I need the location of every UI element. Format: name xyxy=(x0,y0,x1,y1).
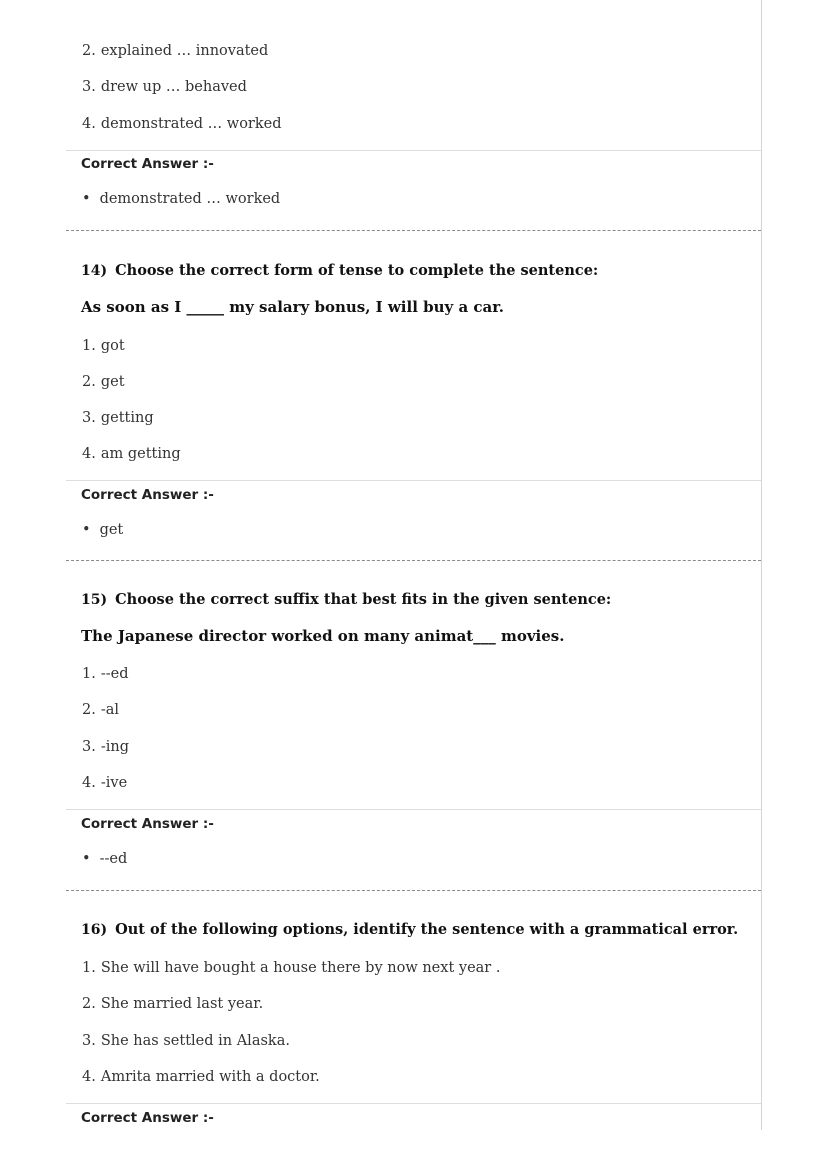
option-number: 2. xyxy=(82,996,96,1012)
q16-option-1 xyxy=(82,958,500,978)
option-text: am getting xyxy=(100,446,181,462)
correct-answer-label: Correct Answer :- xyxy=(81,816,214,832)
option-text: -ive xyxy=(100,775,128,791)
q15-option-3 xyxy=(82,737,129,757)
option-text: got xyxy=(100,338,125,354)
question-number: 15) xyxy=(81,592,108,608)
q13-option-4 xyxy=(82,114,282,134)
option-number: 2. xyxy=(82,43,96,59)
question-sentence: As soon as I _____ my salary bonus, I will buy a car. xyxy=(81,298,505,316)
option-text: drew up … behaved xyxy=(100,79,247,95)
question-number: 14) xyxy=(81,263,108,279)
q13-option-3 xyxy=(82,77,247,97)
correct-answer-text: demonstrated … worked xyxy=(99,191,281,207)
q14-option-4 xyxy=(82,444,181,464)
divider xyxy=(66,480,761,481)
q16-option-3 xyxy=(82,1031,290,1051)
option-number: 1. xyxy=(82,960,96,976)
divider xyxy=(66,1103,761,1104)
option-number: 2. xyxy=(82,374,96,390)
option-text: She has settled in Alaska. xyxy=(100,1033,290,1049)
option-text: getting xyxy=(100,410,154,426)
correct-answer-label: Correct Answer :- xyxy=(81,487,214,503)
bullet-icon: • xyxy=(82,191,91,207)
option-number: 3. xyxy=(82,739,96,755)
bullet-icon: • xyxy=(82,522,91,538)
option-text: -ing xyxy=(100,739,130,755)
divider xyxy=(66,809,761,810)
q15-option-1 xyxy=(82,664,129,684)
q15-option-4 xyxy=(82,773,127,793)
option-number: 1. xyxy=(82,666,96,682)
option-number: 3. xyxy=(82,79,96,95)
correct-answer xyxy=(82,849,127,869)
correct-answer xyxy=(82,189,280,209)
question-number: 16) xyxy=(81,922,108,938)
option-text: --ed xyxy=(100,666,129,682)
option-number: 4. xyxy=(82,116,96,132)
question-prompt: Choose the correct suffix that best fits in the given sentence: xyxy=(115,591,612,608)
question-panel xyxy=(66,0,762,1130)
correct-answer-text: --ed xyxy=(99,851,128,867)
option-text: -al xyxy=(100,702,120,718)
question-prompt: Choose the correct form of tense to complete the sentence: xyxy=(115,262,599,279)
option-text: Amrita married with a doctor. xyxy=(100,1069,320,1085)
option-number: 1. xyxy=(82,338,96,354)
correct-answer-text: get xyxy=(99,522,124,538)
question-separator xyxy=(66,230,761,231)
q13-option-2 xyxy=(82,41,268,61)
option-text: get xyxy=(100,374,125,390)
q16-option-2 xyxy=(82,994,263,1014)
q14-option-1 xyxy=(82,336,125,356)
option-text: She married last year. xyxy=(100,996,264,1012)
bullet-icon: • xyxy=(82,851,91,867)
correct-answer-label: Correct Answer :- xyxy=(81,156,214,172)
question-16-heading xyxy=(81,921,738,938)
question-separator xyxy=(66,560,761,561)
option-text: explained … innovated xyxy=(100,43,269,59)
q16-option-4 xyxy=(82,1067,320,1087)
divider xyxy=(66,150,761,151)
question-separator xyxy=(66,890,761,891)
question-prompt: Out of the following options, identify the sentence with a grammatical error. xyxy=(115,921,739,938)
option-number: 3. xyxy=(82,1033,96,1049)
option-number: 4. xyxy=(82,446,96,462)
q14-option-3 xyxy=(82,408,154,428)
q14-option-2 xyxy=(82,372,125,392)
option-text: She will have bought a house there by now next year . xyxy=(100,960,501,976)
correct-answer xyxy=(82,520,123,540)
q15-option-2 xyxy=(82,700,119,720)
option-text: demonstrated … worked xyxy=(100,116,282,132)
question-sentence: The Japanese director worked on many animat___ movies. xyxy=(81,627,565,645)
question-15-heading xyxy=(81,591,611,608)
question-14-heading xyxy=(81,262,598,279)
option-number: 2. xyxy=(82,702,96,718)
option-number: 4. xyxy=(82,775,96,791)
option-number: 4. xyxy=(82,1069,96,1085)
option-number: 3. xyxy=(82,410,96,426)
correct-answer-label: Correct Answer :- xyxy=(81,1110,214,1126)
